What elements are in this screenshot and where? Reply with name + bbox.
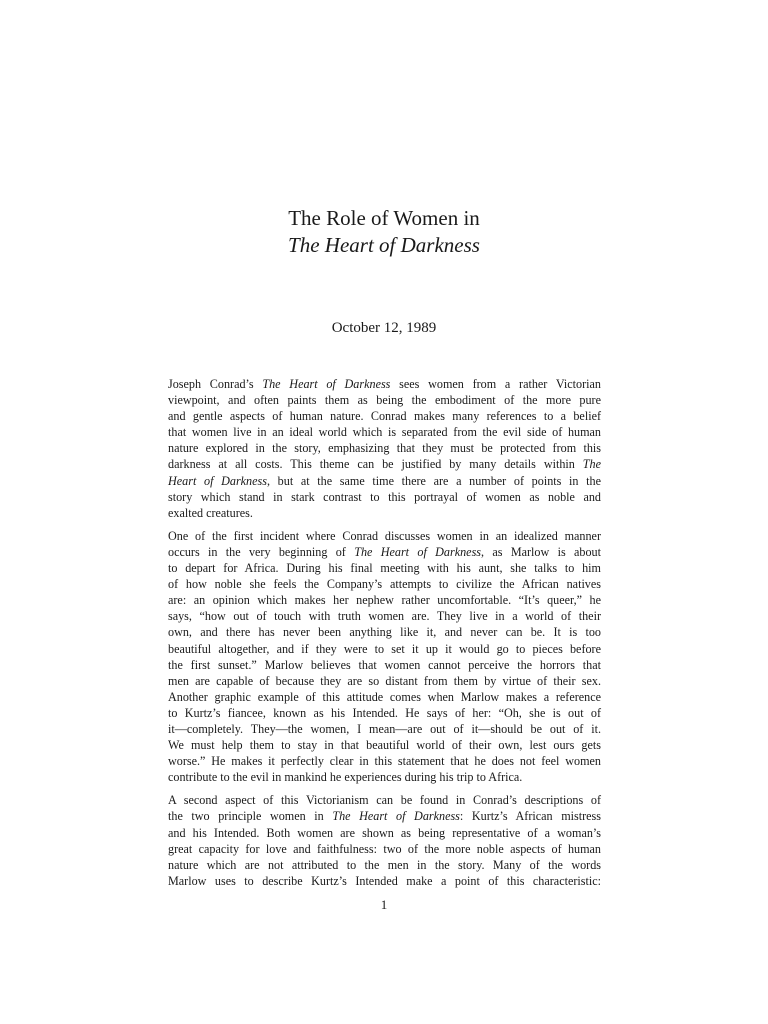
text-run: : Kurtz’s African mistress	[459, 809, 601, 824]
text-run: great capacity for love and faithfulness: two of the more noble aspects of human	[168, 841, 601, 856]
text-run: nature explored in the story, emphasizing that they must be protected from this	[168, 441, 601, 456]
text-run: exalted creatures.	[168, 505, 253, 520]
text-line	[168, 528, 601, 544]
text-line	[168, 544, 601, 560]
text-line	[168, 408, 601, 424]
italic-title-reference: The Heart of Darkness	[354, 544, 482, 559]
text-run: own, and there has never been anything like it, and never can be. It is too	[168, 625, 601, 640]
text-run: beautiful altogether, and if they were to set it up it would go to pieces before	[168, 641, 601, 656]
text-run: One of the first incident where Conrad discusses women in an idealized manner	[168, 528, 601, 543]
text-run: to depart for Africa. During his final meeting with his aunt, she talks to him	[168, 561, 601, 576]
text-line	[168, 657, 601, 673]
text-run: that women live in an ideal world which is separated from the evil side of human	[168, 425, 601, 440]
text-run: to Kurtz’s fiancee, known as his Intended. He says of her: “Oh, she is out of	[168, 705, 601, 720]
text-run: worse.” He makes it perfectly clear in this statement that he does not feel women	[168, 754, 601, 769]
text-line	[168, 608, 601, 624]
text-run: A second aspect of this Victorianism can be found in Conrad’s descriptions of	[168, 793, 601, 808]
text-line	[168, 560, 601, 576]
italic-title-reference: The Heart of Darkness	[262, 377, 391, 391]
text-line	[168, 624, 601, 640]
body-text	[168, 376, 601, 896]
paragraph	[168, 792, 601, 889]
text-run: , as Marlow is about	[481, 544, 601, 559]
text-run: contribute to the evil in mankind he experiences during his trip to Africa.	[168, 770, 523, 785]
text-line	[168, 753, 601, 769]
text-run: it—completely. They—the women, I mean—are out of it—should be out of it.	[168, 721, 601, 736]
document-date: October 12, 1989	[331, 320, 437, 336]
italic-title-reference: Heart of Darkness	[168, 473, 267, 488]
text-line	[168, 456, 601, 472]
text-line	[168, 576, 601, 592]
text-line	[168, 792, 601, 808]
italic-title-reference: The Heart of Darkness	[332, 809, 460, 824]
text-line	[168, 825, 601, 841]
text-run: men are capable of because they are so distant from them by virtue of their sex.	[168, 673, 601, 688]
text-run: Joseph Conrad’s	[168, 377, 263, 391]
text-line	[168, 424, 601, 440]
text-run: of how noble she feels the Company’s attempts to civilize the African natives	[168, 577, 601, 592]
text-run: Marlow uses to describe Kurtz’s Intended make a point of this characteristic:	[168, 873, 601, 888]
text-run: says, “how out of touch with truth women are. They live in a world of their	[168, 609, 601, 624]
text-line	[168, 737, 601, 753]
text-run: sees women from a rather Victorian	[390, 377, 601, 391]
text-run: , but at the same time there are a number of points in the	[266, 473, 601, 488]
text-line	[168, 721, 601, 737]
text-run: We must help them to stay in that beautiful world of their own, lest ours gets	[168, 738, 601, 753]
text-line	[168, 689, 601, 705]
text-line	[168, 857, 601, 873]
italic-title-reference: The	[582, 457, 601, 472]
text-run: and his Intended. Both women are shown as being representative of a woman’s	[168, 825, 601, 840]
text-run: and gentle aspects of human nature. Conrad makes many references to a belief	[168, 409, 601, 424]
text-run: nature which are not attributed to the men in the story. Many of the words	[168, 857, 601, 872]
text-run: story which stand in stark contrast to this portrayal of women as noble and	[168, 489, 601, 504]
text-run: are: an opinion which makes her nephew rather uncomfortable. “It’s queer,” he	[168, 593, 601, 608]
text-run: Another graphic example of this attitude comes when Marlow makes a reference	[168, 689, 601, 704]
text-line	[168, 473, 601, 489]
text-run: the first sunset.” Marlow believes that women cannot perceive the horrors that	[168, 657, 601, 672]
text-line	[168, 489, 601, 505]
paragraph	[168, 528, 601, 786]
text-run: darkness at all costs. This theme can be justified by many details within	[168, 457, 583, 472]
text-line	[168, 376, 601, 392]
text-line	[168, 769, 601, 785]
text-line	[168, 841, 601, 857]
text-run: the two principle women in	[168, 809, 333, 824]
page-number: 1	[380, 897, 388, 912]
text-line	[168, 808, 601, 824]
text-run: occurs in the very beginning of	[168, 544, 355, 559]
text-line	[168, 873, 601, 889]
text-line	[168, 440, 601, 456]
text-line	[168, 641, 601, 657]
text-run: viewpoint, and often paints them as being the embodiment of the more pure	[168, 393, 601, 408]
text-line	[168, 392, 601, 408]
text-line	[168, 705, 601, 721]
text-line	[168, 592, 601, 608]
document-title	[0, 205, 768, 259]
text-line	[168, 505, 601, 521]
paragraph	[168, 376, 601, 521]
title-line-2: The Heart of Darkness	[288, 233, 480, 257]
title-line-1: The Role of Women in	[288, 206, 480, 230]
text-line	[168, 673, 601, 689]
